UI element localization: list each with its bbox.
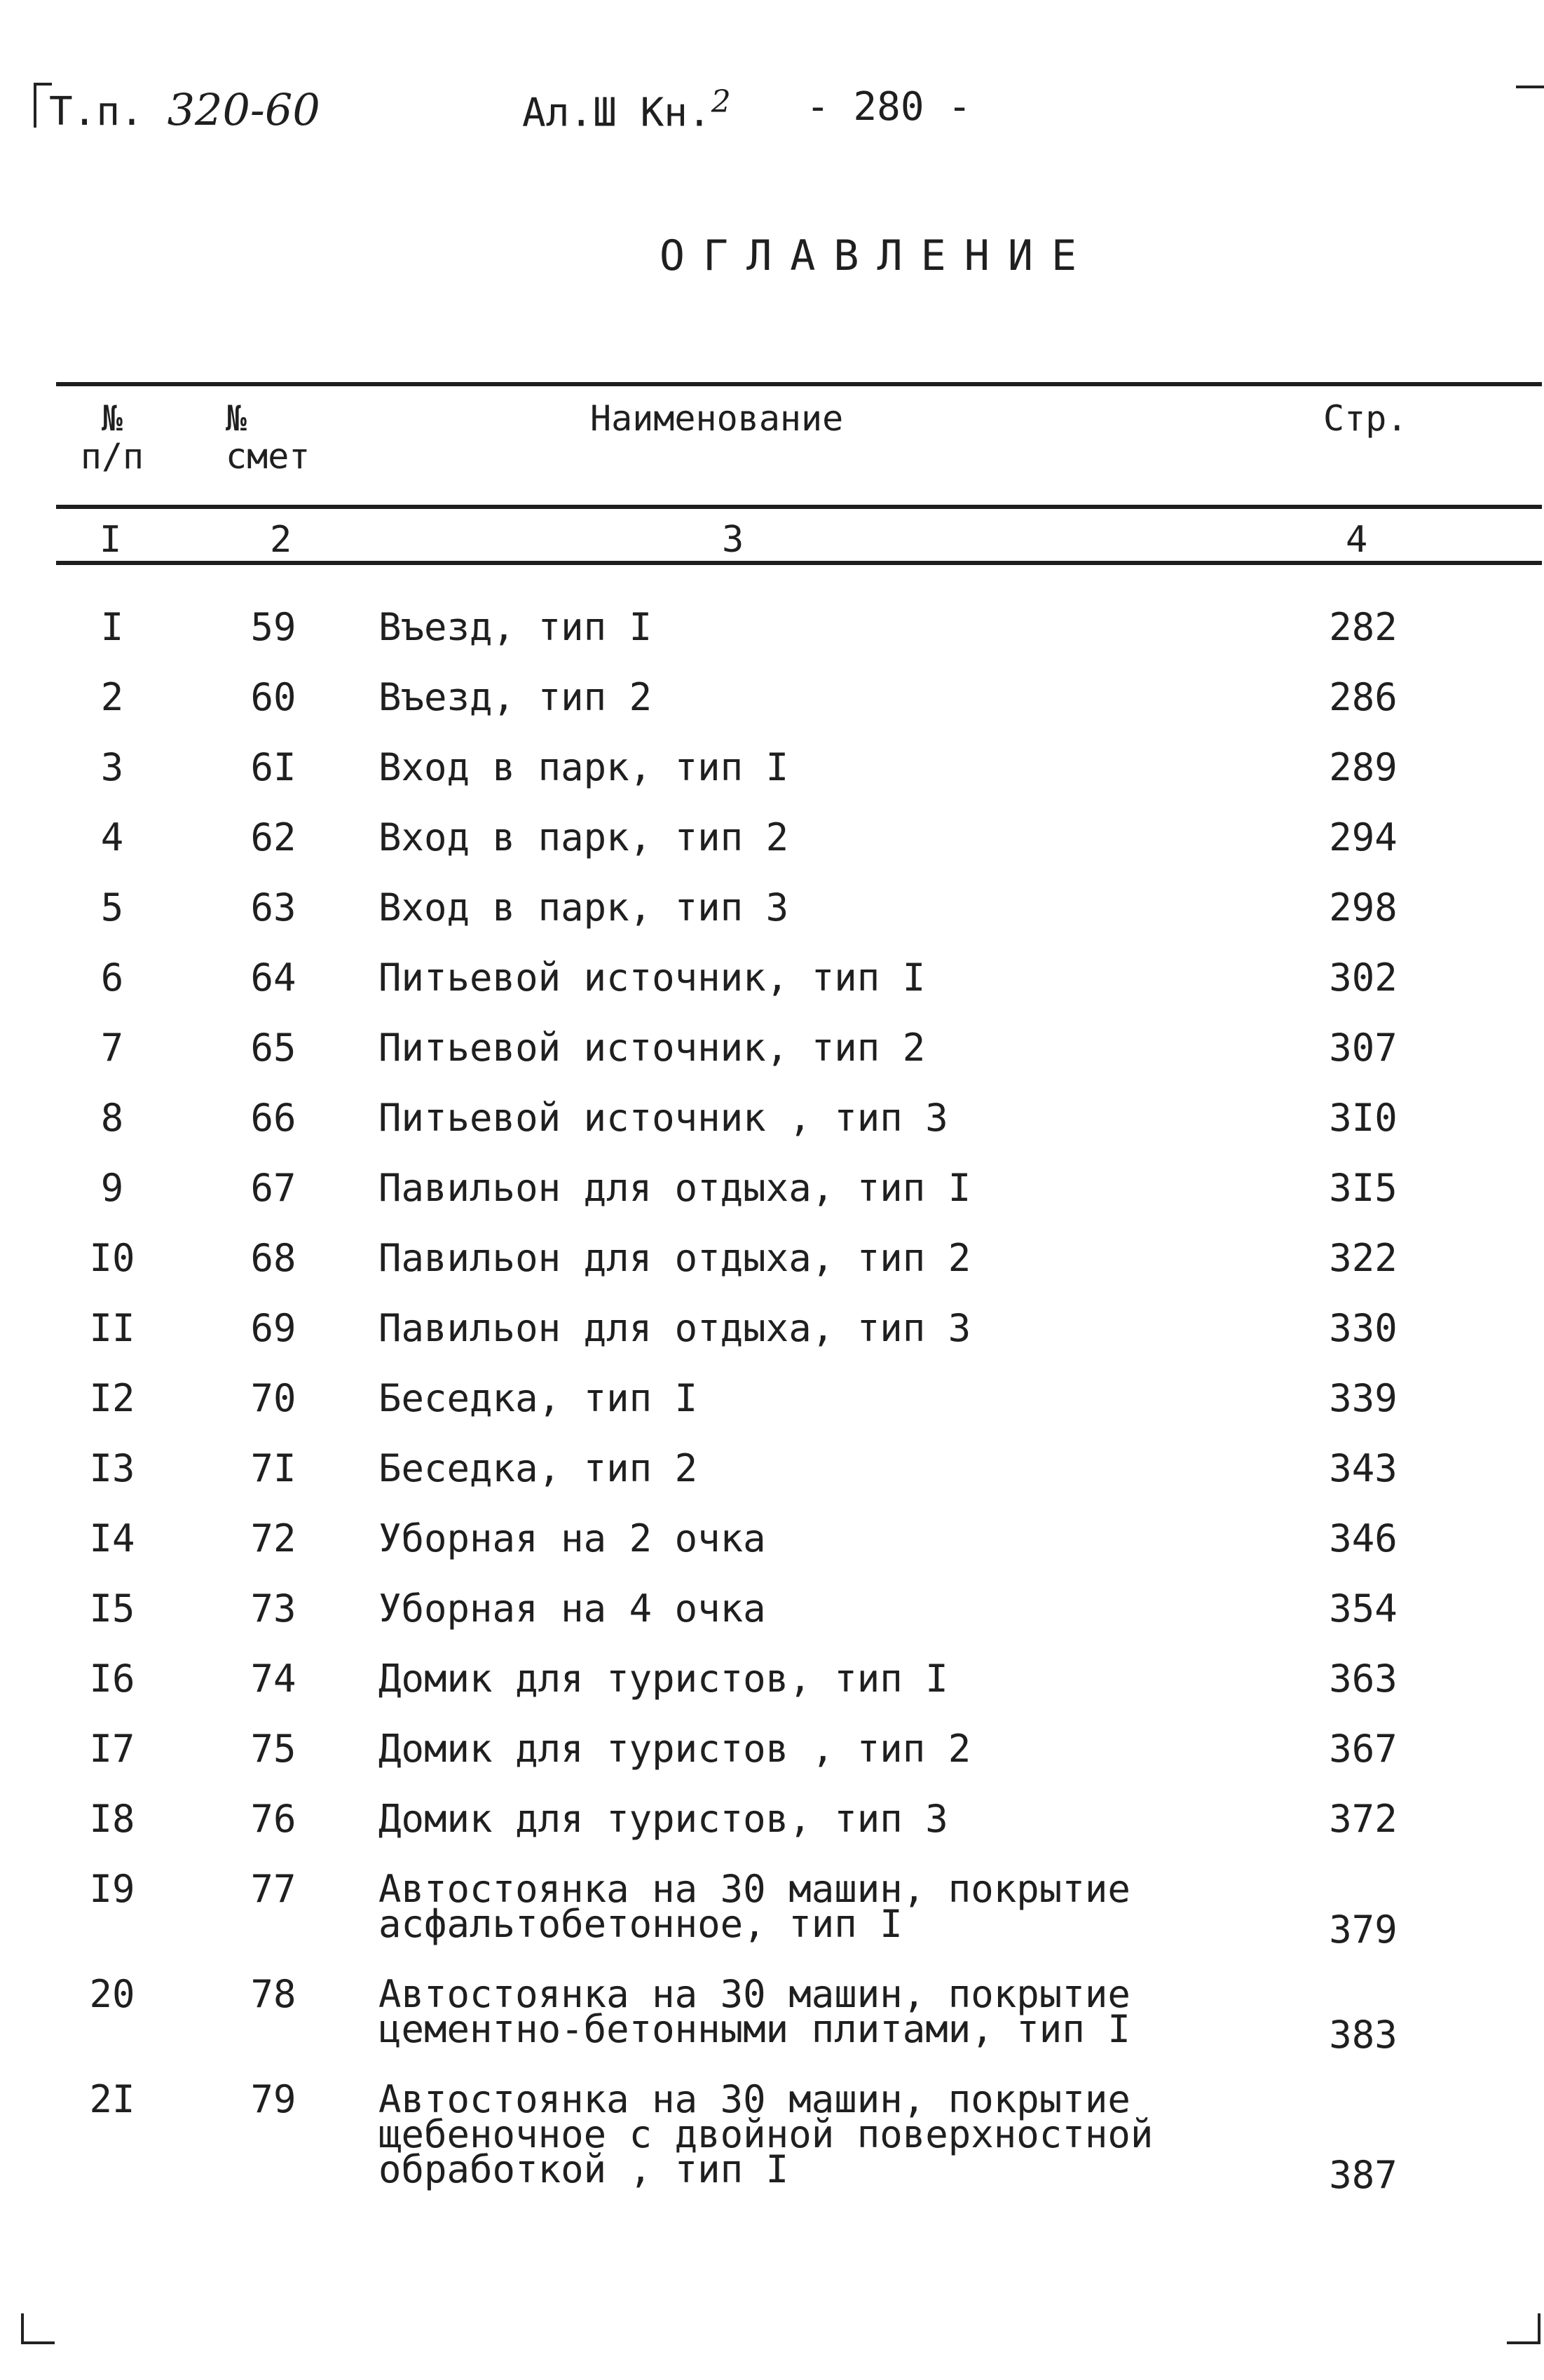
column-index-3: 3 [722,519,744,561]
row-name: Домик для туристов , тип 2 [378,1727,971,1771]
row-number: I [100,605,124,649]
row-number: 3 [100,745,124,789]
column-index-2: 2 [270,519,292,561]
row-page: 363 [1329,1657,1398,1701]
corner-mark-bottom-left [21,2313,55,2344]
row-page: 367 [1329,1727,1398,1771]
row-name: Беседка, тип I [378,1376,698,1420]
row-name: Въезд, тип 2 [378,675,653,719]
row-name: Павильон для отдыха, тип 2 [378,1236,971,1280]
row-name: Автостоянка на 30 машин, покрытие щебеночное с двойной поверхностной обработкой , тип I [378,2077,1154,2191]
row-name: Беседка, тип 2 [378,1446,698,1490]
row-estimate: 76 [250,1797,296,1841]
row-page: 286 [1329,675,1398,719]
row-page: 3I5 [1329,1166,1398,1210]
row-name: Домик для туристов, тип 3 [378,1797,948,1841]
row-page: 379 [1329,1908,1398,1952]
row-number: I2 [89,1376,135,1420]
row-name: Домик для туристов, тип I [378,1657,948,1701]
row-number: 9 [100,1166,124,1210]
page-number: - 280 - [806,84,972,130]
row-number: II [89,1306,135,1350]
column-index-4: 4 [1346,519,1368,561]
row-page: 298 [1329,885,1398,930]
row-number: 5 [100,885,124,930]
row-number: 2I [89,2077,135,2121]
row-page: 3I0 [1329,1096,1398,1140]
row-number: I6 [89,1657,135,1701]
row-name: Автостоянка на 30 машин, покрытие цементно-бетонными плитами, тип I [378,1972,1130,2051]
header-page: Стр. [1323,398,1408,439]
row-estimate: 72 [250,1516,296,1560]
row-page: 282 [1329,605,1398,649]
row-name: Въезд, тип I [378,605,653,649]
row-page: 294 [1329,815,1398,859]
row-page: 289 [1329,745,1398,789]
page-title: ОГЛАВЛЕНИЕ [659,231,1095,280]
header-estimate-number-text: № смет [226,398,310,477]
row-name: Уборная на 2 очка [378,1516,766,1560]
row-number: 8 [100,1096,124,1140]
row-estimate: 60 [250,675,296,719]
row-estimate: 65 [250,1026,296,1070]
row-page: 330 [1329,1306,1398,1350]
row-number: I0 [89,1236,135,1280]
row-estimate: 79 [250,2077,296,2121]
column-index-1: I [100,519,122,561]
row-page: 387 [1329,2153,1398,2197]
row-estimate: 7I [250,1446,296,1490]
table-rule-bottom [56,561,1542,565]
doc-number: 320-60 [167,84,320,135]
row-number: I3 [89,1446,135,1490]
row-estimate: 68 [250,1236,296,1280]
row-estimate: 64 [250,956,296,1000]
row-name: Вход в парк, тип I [378,745,789,789]
row-number: 7 [100,1026,124,1070]
row-number: I8 [89,1797,135,1841]
row-name: Автостоянка на 30 машин, покрытие асфальтобетонное, тип I [378,1867,1130,1946]
corner-mark-bottom-right [1507,2313,1540,2344]
row-estimate: 75 [250,1727,296,1771]
row-estimate: 70 [250,1376,296,1420]
header-item-number [74,400,151,475]
row-name: Вход в парк, тип 3 [378,885,789,930]
row-estimate: 73 [250,1586,296,1631]
corner-mark-top-right [1516,86,1544,88]
row-number: 20 [89,1972,135,2016]
row-number: 2 [100,675,124,719]
row-name: Павильон для отдыха, тип 3 [378,1306,971,1350]
row-page: 322 [1329,1236,1398,1280]
table-rule-top [56,382,1542,386]
row-name: Павильон для отдыха, тип I [378,1166,971,1210]
row-number: I9 [89,1867,135,1911]
row-page: 307 [1329,1026,1398,1070]
row-estimate: 66 [250,1096,296,1140]
row-page: 346 [1329,1516,1398,1560]
row-page: 354 [1329,1586,1398,1631]
row-number: 4 [100,815,124,859]
row-estimate: 59 [250,605,296,649]
row-estimate: 63 [250,885,296,930]
row-page: 339 [1329,1376,1398,1420]
row-name: Питьевой источник , тип 3 [378,1096,948,1140]
row-name: Вход в парк, тип 2 [378,815,789,859]
album-book [522,84,731,136]
album-label: Ал.Ш Кн. [522,90,711,136]
book-number: 2 [711,84,731,120]
document-code [49,84,320,135]
row-number: 6 [100,956,124,1000]
row-name: Питьевой источник, тип 2 [378,1026,926,1070]
row-estimate: 6I [250,745,296,789]
row-page: 372 [1329,1797,1398,1841]
row-estimate: 77 [250,1867,296,1911]
header-item-number-text: № п/п [80,398,144,477]
row-number: I5 [89,1586,135,1631]
row-estimate: 67 [250,1166,296,1210]
row-page: 302 [1329,956,1398,1000]
doc-prefix: Т.п. [49,89,144,135]
header-name: Наименование [590,398,844,439]
header-estimate-number [226,400,310,475]
row-number: I4 [89,1516,135,1560]
row-estimate: 74 [250,1657,296,1701]
row-name: Питьевой источник, тип I [378,956,926,1000]
row-page: 383 [1329,2013,1398,2057]
row-estimate: 62 [250,815,296,859]
row-page: 343 [1329,1446,1398,1490]
row-name: Уборная на 4 очка [378,1586,766,1631]
row-number: I7 [89,1727,135,1771]
table-rule-middle [56,505,1542,509]
row-estimate: 78 [250,1972,296,2016]
row-estimate: 69 [250,1306,296,1350]
